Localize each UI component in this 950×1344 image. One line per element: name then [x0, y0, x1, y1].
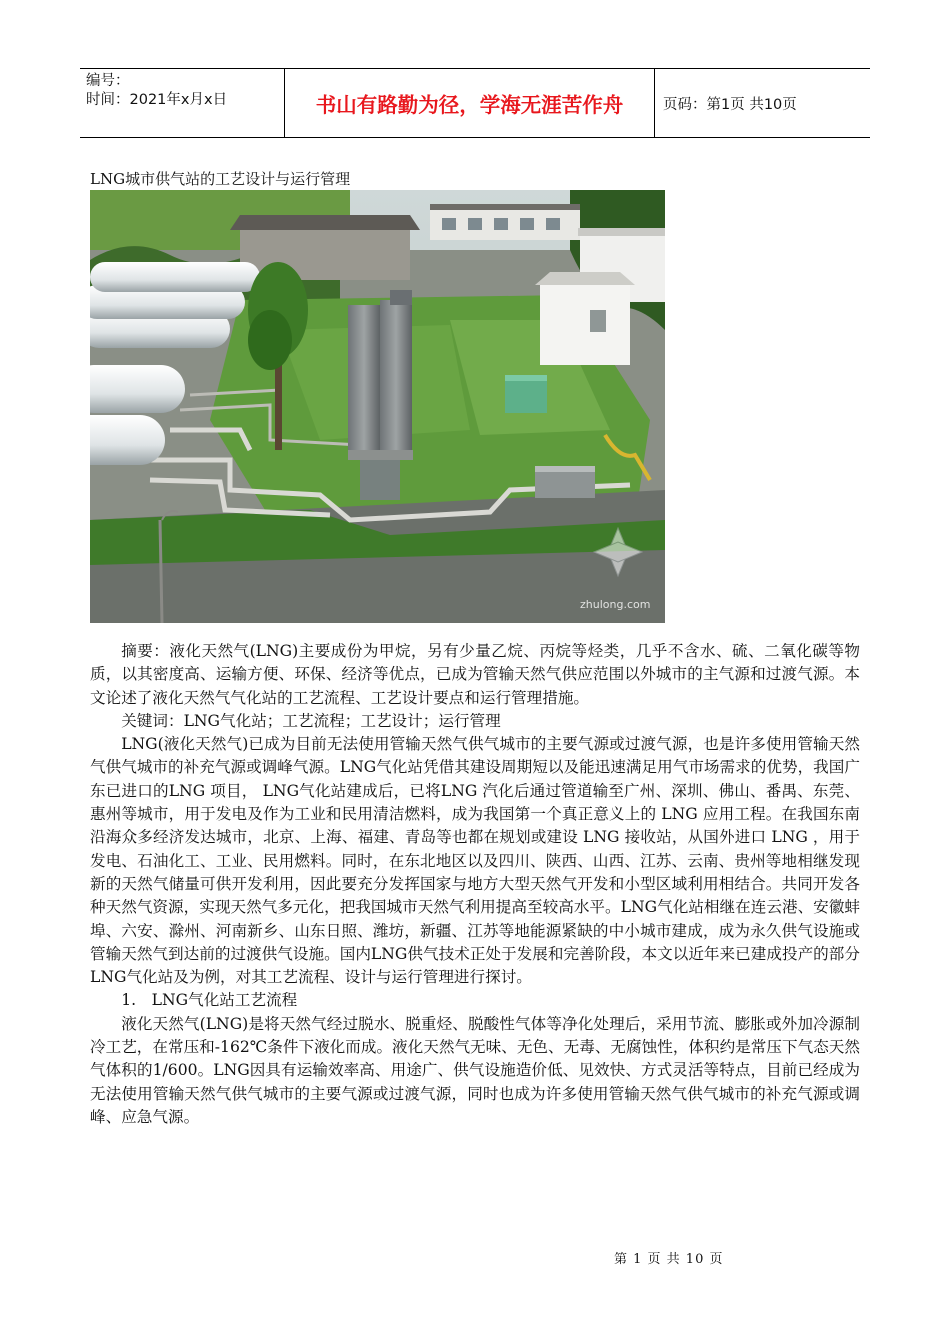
page-footer: 第 1 页 共 10 页: [614, 1252, 724, 1267]
abstract-paragraph: 摘要：液化天然气(LNG)主要成份为甲烷，另有少量乙烷、丙烷等烃类，几乎不含水、硫、二氧化碳等物质，以其密度高、运输方便、环保、经济等优点，已成为管输天然气供应范围以外城市的主气源和过渡气源。本文论述了液化天然气气化站的工艺流程、工艺设计要点和运行管理措施。: [90, 642, 860, 707]
photo-watermark: zhulong.com: [580, 598, 651, 611]
document-date-label: 时间：2021年x月x日: [86, 92, 228, 108]
page-header: [80, 68, 870, 138]
section-heading: 1. LNG气化站工艺流程: [121, 991, 298, 1010]
document-number-label: 编号：: [86, 73, 130, 89]
keywords-paragraph: 关键词：LNG气化站；工艺流程；工艺设计；运行管理: [121, 711, 501, 730]
header-page-info: 页码：第1页 共10页: [663, 96, 797, 113]
header-meta: [80, 69, 285, 137]
section-paragraph: 液化天然气(LNG)是将天然气经过脱水、脱重烃、脱酸性气体等净化处理后，采用节流、膨胀或外加冷源制冷工艺，在常压和-162℃条件下液化而成。液化天然气无味、无色、无毒、无腐蚀性，体积约是常压下气态天然气体积的1/600。LNG因具有运输效率高、用途广、供气设施造价低、见效快、方式灵活等特点，目前已经成为无法使用管输天然气供气城市的主要气源或过渡气源，同时也成为许多使用管输天然气供气城市的补充气源或调峰、应急气源。: [90, 1014, 860, 1126]
header-motto: 书山有路勤为径，学海无涯苦作舟: [285, 69, 655, 137]
lng-station-photo: [90, 190, 665, 623]
intro-paragraph: LNG(液化天然气)已成为目前无法使用管输天然气供气城市的主要气源或过渡气源，也是许多使用管输天然气供气城市的补充气源或调峰气源。LNG气化站凭借其建设周期短以及能迅速满足用气市场需求的优势，我国广东已进口的LNG 项目， LNG气化站建成后，已将LNG 汽化后通过管道输至广州、深圳、佛山、番禺、东莞、惠州等城市，用于发电及作为工业和民用清洁燃料，成为我国第一个真正意义上的 LNG 应用工程。在我国东南沿海众多经济发达城市，北京、上海、福建、青岛等也都在规划或建设 LNG 接收站，从国外进口 LNG ，用于发电、石油化工、工业、民用燃料。同时，在东北地区以及四川、陕西、山西、江苏、云南、贵州等地相继发现新的天然气储量可供开发利用，因此要充分发挥国家与地方大型天然气开发和小型区域利用相结合。共同开发各种天然气资源，实现天然气多元化，把我国城市天然气利用提高至较高水平。LNG气化站相继在连云港、安徽蚌埠、六安、滁州、河南新乡、山东日照、潍坊，新疆、江苏等地能源紧缺的中小城市建成，成为永久供气设施或管输天然气到达前的过渡供气设施。国内LNG供气技术正处于发展和完善阶段，本文以近年来已建成投产的部分LNG气化站及为例，对其工艺流程、设计与运行管理进行探讨。: [90, 735, 860, 987]
document-title: LNG城市供气站的工艺设计与运行管理: [90, 170, 351, 188]
document-body: [90, 640, 860, 1129]
